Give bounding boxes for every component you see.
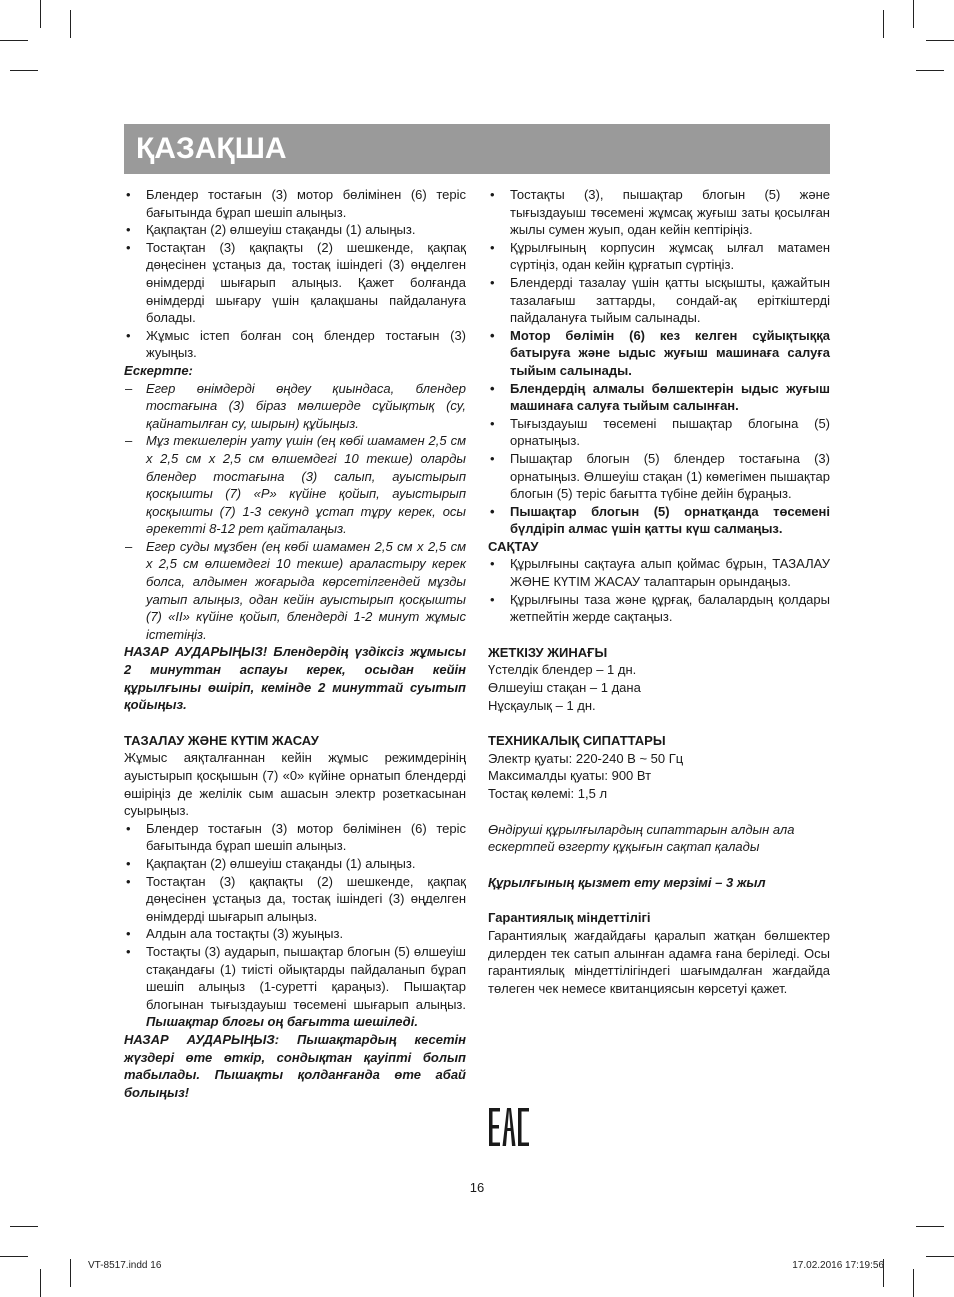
service-life: Құрылғының қызмет ету мерзімі – 3 жыл	[488, 874, 766, 890]
warning-text: НАЗАР АУДАРЫҢЫЗ: Пышақтардың кесетін жүздері өте өткір, сондықтан қауіпті болып табылады. Пышақты қолданғанда өте абай болыңыз!	[124, 1031, 466, 1100]
warranty-text: Гарантиялық жағдайдағы қаралып жатқан бөлшектер дилерден тек сатып алынған адамға ғана беріледі. Осы гарантиялық міндеттілігіндегі шағымдалған жағдайда төлеген чек немесе квитанциясын көрсетуі қажет.	[488, 927, 830, 996]
kit-item: Өлшеуіш стақан – 1 дана	[488, 680, 641, 696]
kit-title: ЖЕТКІЗУ ЖИНАҒЫ	[488, 644, 608, 660]
warning-text: НАЗАР АУДАРЫҢЫЗ! Блендердің үздіксіз жұмысы 2 минуттан аспауы керек, осыдан кейін құрылғыны өшіріп, кемінде 2 минуттай суытып қойыңыз.	[124, 644, 466, 713]
right-column	[488, 186, 830, 997]
cleaning-intro: Жұмыс аяқталғаннан кейін жұмыс режимдерінің ауыстырып қосқышын (7) «0» күйіне орнатып блендерді өшіріңіз де желілік сым ашасын электр розеткасынан суырыңыз.	[124, 750, 466, 819]
bullet-list	[488, 555, 830, 625]
bullet-list	[124, 820, 466, 1031]
page-number: 16	[469, 1180, 485, 1195]
list-item: • Блендер тостағын (3) мотор бөлімінен (6) теріс бағытында бұрап шешіп алыңыз.	[124, 820, 466, 855]
list-item: • Тостақтан (3) қақпақты (2) шешкенде, қақпақ дөңесінен ұстаңыз да, тостақ ішіндегі (3) өңделген өнімдерді шығарып алыңыз.	[124, 873, 466, 926]
storage-title: САҚТАУ	[488, 538, 539, 554]
crop-mark	[0, 1256, 28, 1257]
kit-item: Үстелдік блендер – 1 дн.	[488, 662, 637, 678]
spec-title: ТЕХНИКАЛЫҚ СИПАТТАРЫ	[488, 733, 666, 749]
bullet-list	[124, 186, 466, 362]
spec-item: Электр қуаты: 220-240 В ~ 50 Гц	[488, 750, 684, 766]
crop-mark	[883, 10, 884, 38]
section-header	[124, 124, 830, 174]
list-item: • Жұмыс істеп болған соң блендер тостағын (3) жуыңыз.	[124, 327, 466, 362]
list-item: • Құрылғыны таза және құрғақ, балалардың қолдары жетпейтін жерде сақтаңыз.	[488, 591, 830, 626]
crop-mark	[0, 40, 28, 41]
list-item	[124, 943, 466, 1031]
spec-item: Максималды қуаты: 900 Вт	[488, 768, 652, 784]
eac-mark-icon	[489, 1108, 529, 1146]
list-item: • Тостақты (3), пышақтар блогын (5) және тығыздауыш төсемені жұмсақ жуғыш заты қосылған жылы сумен жуып, одан кейін кептіріңіз.	[488, 186, 830, 239]
cleaning-title: ТАЗАЛАУ ЖӘНЕ КҮТІМ ЖАСАУ	[124, 732, 319, 748]
list-item: • Құрылғыны сақтауға алып қоймас бұрын, ТАЗАЛАУ ЖӘНЕ КҮТІМ ЖАСАУ талаптарын орындаңыз.	[488, 555, 830, 590]
list-item: • Құрылғының корпусин жұмсақ ылғал матамен сүртіңіз, одан кейін құрғатып сүртіңіз.	[488, 239, 830, 274]
manufacturer-note: Өндіруші құрылғылардың сипаттарын алдын ала ескертпей өзгерту құқығын сақтап қалады	[488, 821, 795, 855]
crop-mark	[70, 1259, 71, 1287]
crop-mark	[913, 1269, 914, 1297]
crop-mark	[40, 0, 41, 28]
list-item-emphasis: Пышақтар блогы оң бағытта шешіледі.	[146, 1014, 418, 1030]
list-item: • Пышақтар блогын (5) блендер тостағына (3) орнатыңыз. Өлшеуіш стақан (1) көмегімен пышақтар блогын (5) теріс бағытта түбіне дейін бұраңыз.	[488, 450, 830, 503]
list-item: • Мотор бөлімін (6) кез келген сұйықтыққа батыруға және ыдыс жуғыш машинаға салуға тыйым салынады.	[488, 327, 830, 380]
crop-mark	[10, 70, 38, 71]
list-item-text: Тостақты (3) аударып, пышақтар блогын (5) өлшеуіш стақандағы (1) тиісті ойықтарды пайдаланып бұрап шешіп алыңыз (1-суретті қараңыз). Пышақтар блогынан тығыздауыш төсемені шығарып алыңыз.	[146, 943, 466, 1012]
crop-mark	[916, 1226, 944, 1227]
note-item: – Мұз текшелерін уату үшін (ең көбі шамамен 2,5 см х 2,5 см х 2,5 см өлшемдегі 10 текше) оларды блендер тостағына (3) салып, ауыстырып қосқышты (7) «P» күйіне қойып, ауыстырып қосқышты (7) 1-3 секунд ұстап тұру керек, осы әрекетті 8-12 рет қайталаңыз.	[124, 432, 466, 538]
kit-item: Нұсқаулық – 1 дн.	[488, 697, 596, 713]
list-item: • Блендердің алмалы бөлшектерін ыдыс жуғыш машинаға салуға тыйым салынған.	[488, 380, 830, 415]
footer-file: VT-8517.indd 16	[88, 1260, 162, 1271]
crop-mark	[40, 1269, 41, 1297]
note-item: – Егер өнімдерді өңдеу қиындаса, блендер тостағына (3) біраз мөлшерде сұйықтық (су, қайнатылған су, шырын) құйыңыз.	[124, 380, 466, 433]
note-item: – Егер суды мұзбен (ең көбі шамамен 2,5 см х 2,5 см х 2,5 см өлшемдегі 10 текше) араластыру керек болса, алдымен жоғарыда көрсетілгендей мұзды уатып алыңыз, одан кейін ауыстырып қосқышты (7) «II» күйіне қойып, блендерді 1-2 минут жұмыс істетіңіз.	[124, 538, 466, 644]
crop-mark	[70, 10, 71, 38]
left-column	[124, 186, 466, 1101]
list-item: • Алдын ала тостақты (3) жуыңыз.	[124, 925, 466, 943]
page-title: ҚАЗАҚША	[136, 132, 287, 165]
warranty-title: Гарантиялық міндеттілігі	[488, 910, 651, 926]
crop-mark	[916, 70, 944, 71]
list-item: • Пышақтар блогын (5) орнатқанда төсемені бүлдіріп алмас үшін қатты күш салмаңыз.	[488, 503, 830, 538]
list-item: • Тостақтан (3) қақпақты (2) шешкенде, қақпақ дөңесінен ұстаңыз да, тостақ ішіндегі (3) өңделген өнімдерді шығарып алыңыз. Қажет болғанда өнімдерді шығару үшін қалақшаны пайдалануға болады.	[124, 239, 466, 327]
list-item: • Тығыздауыш төсемені пышақтар блогына (5) орнатыңыз.	[488, 415, 830, 450]
crop-mark	[913, 0, 914, 28]
spec-item: Тостақ көлемі: 1,5 л	[488, 786, 608, 801]
footer-datetime: 17.02.2016 17:19:56	[792, 1260, 884, 1271]
note-title: Ескертпе:	[124, 362, 193, 378]
bullet-list	[488, 186, 830, 538]
note-list	[124, 380, 466, 644]
list-item: • Қақпақтан (2) өлшеуіш стақанды (1) алыңыз.	[124, 855, 466, 873]
crop-mark	[926, 40, 954, 41]
list-item: • Блендер тостағын (3) мотор бөлімінен (6) теріс бағытында бұрап шешіп алыңыз.	[124, 186, 466, 221]
list-item: • Қақпақтан (2) өлшеуіш стақанды (1) алыңыз.	[124, 221, 466, 239]
crop-mark	[926, 1256, 954, 1257]
list-item: • Блендерді тазалау үшін қатты ысқышты, қажайтын тазалағыш заттарды, сондай-ақ еріткіштерді пайдалануға тыйым салынады.	[488, 274, 830, 327]
crop-mark	[10, 1226, 38, 1227]
